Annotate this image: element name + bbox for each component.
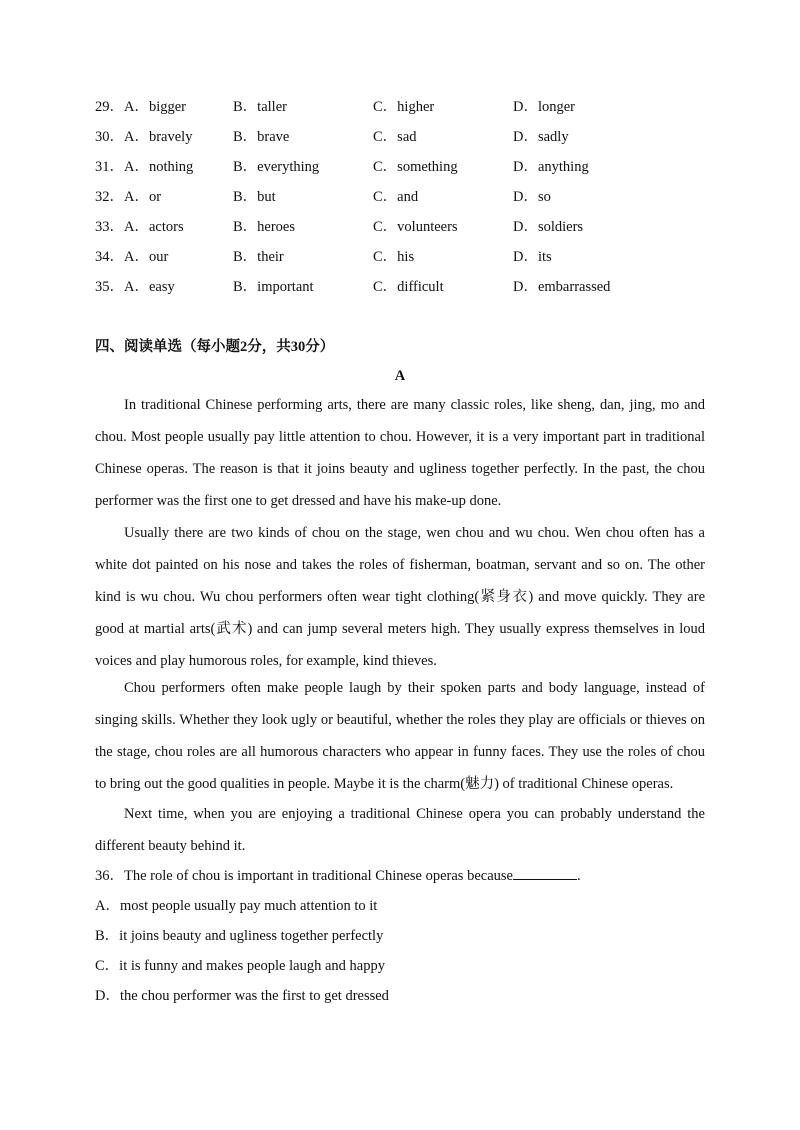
option-c: C．his — [373, 249, 415, 265]
option-a — [95, 126, 192, 148]
option-c: C．and — [373, 189, 419, 205]
choice-d[interactable]: D．the chou performer was the first to get dressed — [95, 988, 389, 1004]
option-a-text: A．easy — [124, 279, 175, 295]
answer-blank[interactable] — [513, 865, 577, 880]
option-d: D．so — [513, 189, 551, 205]
choice-c[interactable]: C．it is funny and makes people laugh and happy — [95, 958, 385, 974]
option-d: D．longer — [513, 99, 576, 115]
option-row-34 — [95, 246, 715, 268]
option-b: B．heroes — [233, 219, 296, 235]
option-d: D．sadly — [513, 129, 569, 145]
option-a-text: A．actors — [124, 219, 184, 235]
option-c: C．higher — [373, 99, 435, 115]
question-number: 32． — [95, 189, 124, 205]
option-b: B．taller — [233, 99, 287, 115]
option-row-33 — [95, 216, 715, 238]
question-number: 35． — [95, 279, 124, 295]
option-a-text: A．our — [124, 249, 169, 265]
option-b: B．but — [233, 189, 276, 205]
option-c: C．difficult — [373, 279, 444, 295]
question-number: 29． — [95, 99, 124, 115]
option-row-32 — [95, 186, 715, 208]
option-a — [95, 96, 186, 118]
option-row-35 — [95, 276, 715, 298]
option-d: D．soldiers — [513, 219, 584, 235]
passage-label: A — [394, 368, 406, 384]
option-a — [95, 276, 175, 298]
option-a — [95, 186, 161, 208]
option-b: B．their — [233, 249, 284, 265]
option-row-29 — [95, 96, 715, 118]
option-b: B．important — [233, 279, 314, 295]
question-number: 31． — [95, 159, 124, 175]
option-c: C．something — [373, 159, 458, 175]
option-a-text: A．nothing — [124, 159, 194, 175]
passage-paragraph-1: In traditional Chinese performing arts, there are many classic roles, like sheng, dan, jing, mo and chou. Most people usually pay little attention to chou. However, it is a very important part in traditional Chinese operas. The reason is that it joins beauty and ugliness together perfectly. In the past, the chou performer was the first one to get dressed and have his make-up done. — [95, 397, 705, 509]
option-a-text: A．bigger — [124, 99, 187, 115]
option-row-30 — [95, 126, 715, 148]
option-a-text: A．or — [124, 189, 162, 205]
question-number: 33． — [95, 219, 124, 235]
option-d: D．embarrassed — [513, 279, 611, 295]
choice-a[interactable]: A．most people usually pay much attention to it — [95, 898, 378, 914]
passage-paragraph-4: Next time, when you are enjoying a traditional Chinese opera you can probably understand the different beauty behind it. — [95, 806, 705, 854]
passage-paragraph-2: Usually there are two kinds of chou on the stage, wen chou and wu chou. Wen chou often has a white dot painted on his nose and takes the roles of fisherman, boatman, servant and so on. The other kind is wu chou. Wu chou performers often wear tight clothing(紧身衣) and move quickly. They are good at martial arts(武术) and can jump several meters high. They usually express themselves in loud voices and play humorous roles, for example, kind thieves. — [95, 525, 705, 669]
option-c: C．sad — [373, 129, 417, 145]
question-number: 34． — [95, 249, 124, 265]
passage-paragraph-3: Chou performers often make people laugh by their spoken parts and body language, instead of singing skills. Whether they look ugly or beautiful, whether the roles they play are officials or thieves on the stage, chou roles are all humorous characters who appear in funny faces. They use the roles of chou to bring out the good qualities in people. Maybe it is the charm(魅力) of traditional Chinese operas. — [95, 680, 705, 792]
option-c: C．volunteers — [373, 219, 458, 235]
option-a — [95, 216, 184, 238]
option-d: D．its — [513, 249, 552, 265]
question-end: . — [576, 868, 581, 884]
question-number: 30． — [95, 129, 124, 145]
option-a — [95, 246, 168, 268]
option-b: B．everything — [233, 159, 320, 175]
option-row-31 — [95, 156, 715, 178]
question-36 — [95, 861, 715, 891]
choice-b[interactable]: B．it joins beauty and ugliness together perfectly — [95, 928, 384, 944]
question-stem: 36．The role of chou is important in traditional Chinese operas because — [95, 868, 513, 884]
option-d: D．anything — [513, 159, 589, 175]
option-a-text: A．bravely — [124, 129, 193, 145]
option-a — [95, 156, 193, 178]
option-b: B．brave — [233, 129, 290, 145]
section-title: 四、阅读单选（每小题2分，共30分） — [95, 339, 335, 355]
